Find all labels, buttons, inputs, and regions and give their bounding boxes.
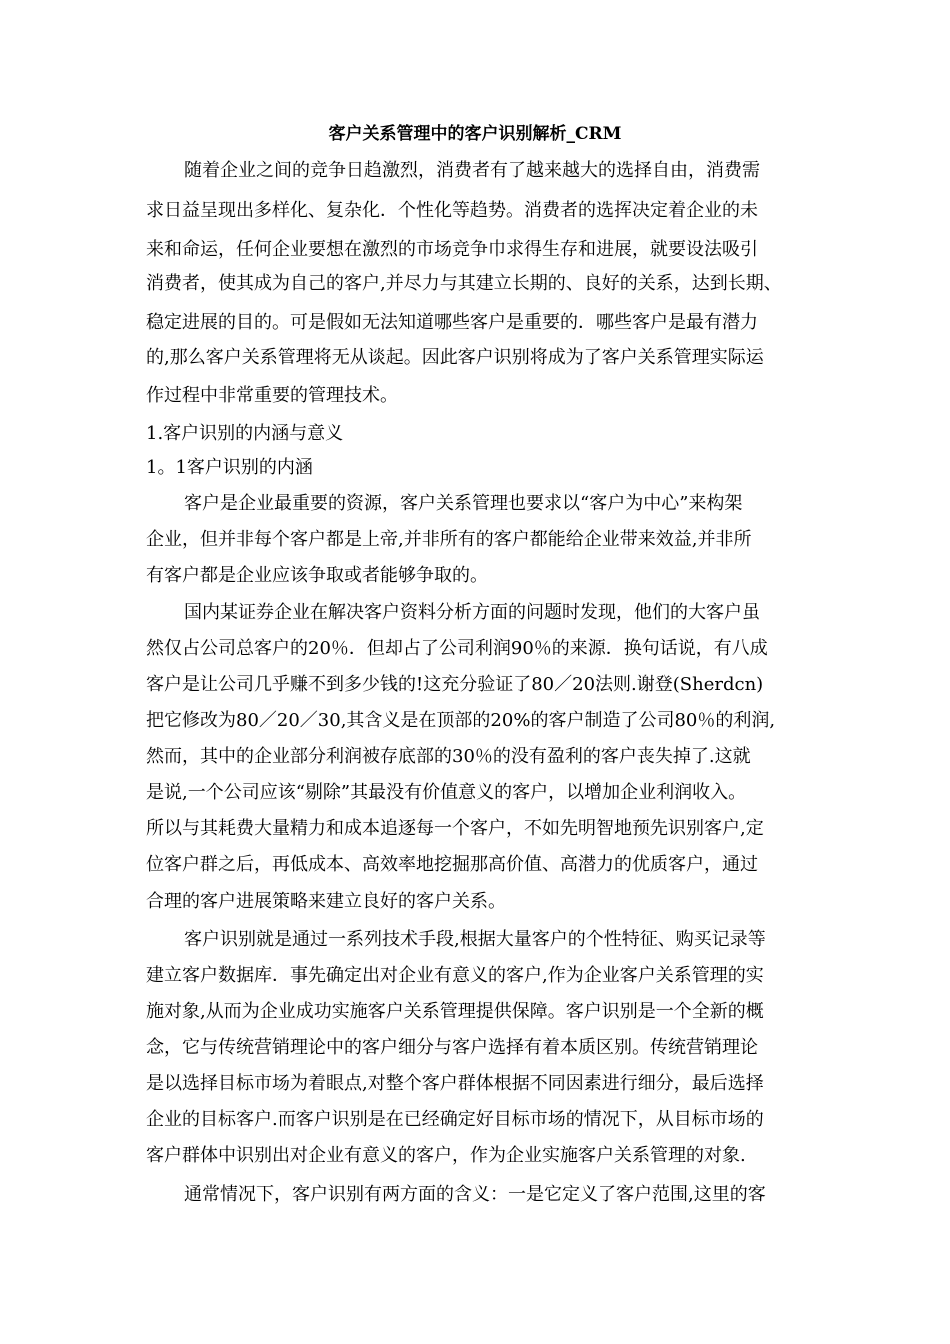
paragraph-line: 念，它与传统营销理论中的客户细分与客户选择有着本质区别。传统营销理论 [146, 1037, 758, 1058]
paragraph-line: 客户是企业最重要的资源，客户关系管理也要求以“客户为中心”来构架 [184, 493, 743, 514]
paragraph-line: 然仅占公司总客户的20％．但却占了公司利润90％的来源．换句话说，有八成 [146, 638, 768, 659]
paragraph-line: 客户识别就是通过一系列技术手段,根据大量客户的个性特征、购买记录等 [184, 929, 766, 950]
paragraph-line: 客户群体中识别出对企业有意义的客户，作为企业实施客户关系管理的对象. [146, 1145, 746, 1166]
paragraph-line: 是说,一个公司应该“剔除”其最没有价值意义的客户，以增加企业利润收入。 [146, 782, 747, 803]
paragraph-line: 通常情况下，客户识别有两方面的含义：一是它定义了客户范围,这里的客 [184, 1184, 766, 1205]
document-title: 客户关系管理中的客户识别解析_CRM [328, 124, 622, 144]
paragraph-line: 来和命运，任何企业要想在激烈的市场竞争巾求得生存和进展，就要设法吸引 [146, 239, 758, 260]
paragraph-line: 把它修改为80／20／30,其含义是在顶部的20%的客户制造了公司80％的利润, [146, 710, 776, 731]
paragraph-line: 是以选择目标市场为着眼点,对整个客户群体根据不同因素进行细分，最后选择 [146, 1073, 764, 1094]
paragraph-line: 所以与其耗费大量精力和成本追逐每一个客户，不如先明智地预先识别客户,定 [146, 818, 764, 839]
paragraph-line: 作过程中非常重要的管理技术。 [146, 385, 398, 406]
paragraph-line: 合理的客户进展策略来建立良好的客户关系。 [146, 891, 506, 912]
paragraph-line: 随着企业之间的竞争日趋激烈，消费者有了越来越大的选择自由，消费需 [184, 160, 760, 181]
subsection-heading: 1。1客户识别的内涵 [146, 457, 313, 478]
paragraph-line: 然而，其中的企业部分利润被存底部的30％的没有盈利的客户丧失掉了.这就 [146, 746, 751, 767]
paragraph-line: 国内某证券企业在解决客户资料分析方面的问题时发现，他们的大客户虽 [184, 602, 760, 623]
paragraph-line: 建立客户数据库．事先确定出对企业有意义的客户,作为企业客户关系管理的实 [146, 965, 764, 986]
paragraph-line: 位客户群之后，再低成本、高效率地挖掘那高价值、高潜力的优质客户，通过 [146, 854, 758, 875]
paragraph-line: 消费者，使其成为自己的客户,并尽力与其建立长期的、良好的关系，达到长期、 [146, 273, 782, 294]
paragraph-line: 有客户都是企业应该争取或者能够争取的。 [146, 565, 488, 586]
section-heading: 1.客户识别的内涵与意义 [146, 423, 344, 444]
paragraph-line: 企业，但并非每个客户都是上帝,并非所有的客户都能给企业带来效益,并非所 [146, 529, 752, 550]
paragraph-line: 的,那么客户关系管理将无从谈起。因此客户识别将成为了客户关系管理实际运 [146, 347, 764, 368]
paragraph-line: 求日益呈现出多样化、复杂化．个性化等趋势。消费者的选挥决定着企业的未 [146, 200, 758, 221]
paragraph-line: 稳定进展的目的。可是假如无法知道哪些客户是重要的．哪些客户是最有潜力 [146, 312, 758, 333]
paragraph-line: 施对象,从而为企业成功实施客户关系管理提供保障。客户识别是一个全新的概 [146, 1001, 764, 1022]
paragraph-line: 客户是让公司几乎赚不到多少钱的!这充分验证了80／20法则.谢登(Sherdcn) [146, 674, 764, 695]
paragraph-line: 企业的目标客户.而客户识别是在已经确定好目标市场的情况下，从目标市场的 [146, 1109, 764, 1130]
